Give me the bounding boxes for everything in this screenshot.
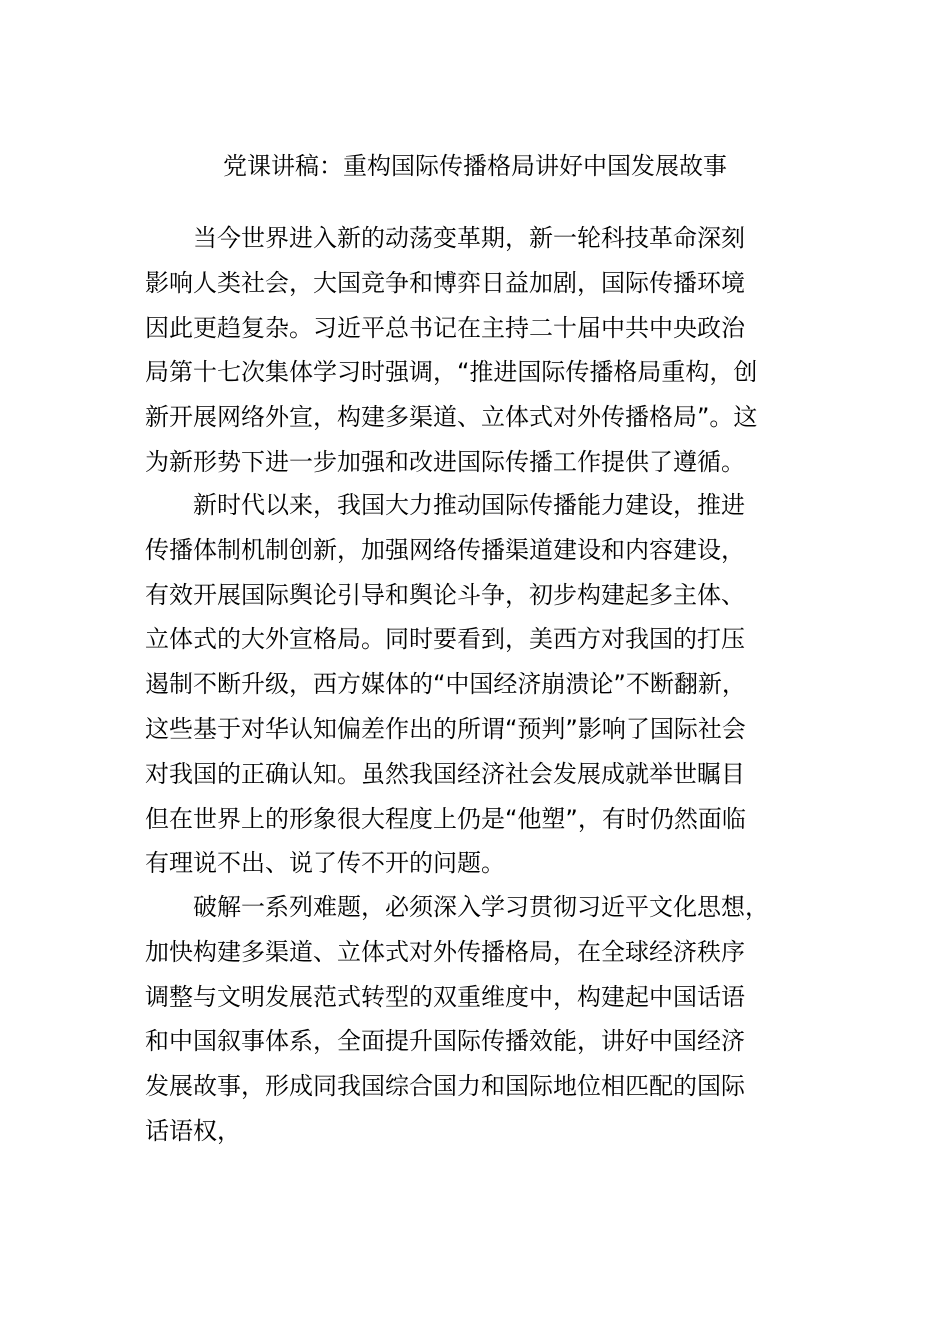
paragraph-3: 破解一系列难题，必须深入学习贯彻习近平文化思想， 加快构建多渠道、立体式对外传播格局，在全球经济秩序 调整与文明发展范式转型的双重维度中，构建起中国话语 和中国叙事体系，全面提升国际传播效能，讲好中国经济 发展故事，形成同我国综合国力和国际地位相匹配的国际 话语权， xyxy=(145,893,769,1145)
document-title: 党课讲稿：重构国际传播格局讲好中国发展故事 xyxy=(223,152,727,180)
paragraph-2: 新时代以来，我国大力推动国际传播能力建设，推进 传播体制机制创新，加强网络传播渠道建设和内容建设， 有效开展国际舆论引导和舆论斗争，初步构建起多主体、 立体式的大外宣格局。同时要看到，美西方对我国的打压 遏制不断升级，西方媒体的“中国经济崩溃论”不断翻新， 这些基于对华认知偏差作出的所谓“预判”影响了国际社会 对我国的正确认知。虽然我国经济社会发展成就举世瞩目 但在世界上的形象很大程度上仍是“他塑”，有时仍然面临 有理说不出、说了传不开的问题。 xyxy=(145,491,746,878)
paragraph-1: 当今世界进入新的动荡变革期，新一轮科技革命深刻 影响人类社会，大国竞争和博弈日益加剧，国际传播环境 因此更趋复杂。习近平总书记在主持二十届中共中央政治 局第十七次集体学习时强调，“推进国际传播格局重构，创 新开展网络外宣，构建多渠道、立体式对外传播格局”。这 为新形势下进一步加强和改进国际传播工作提供了遵循。 xyxy=(145,224,758,476)
